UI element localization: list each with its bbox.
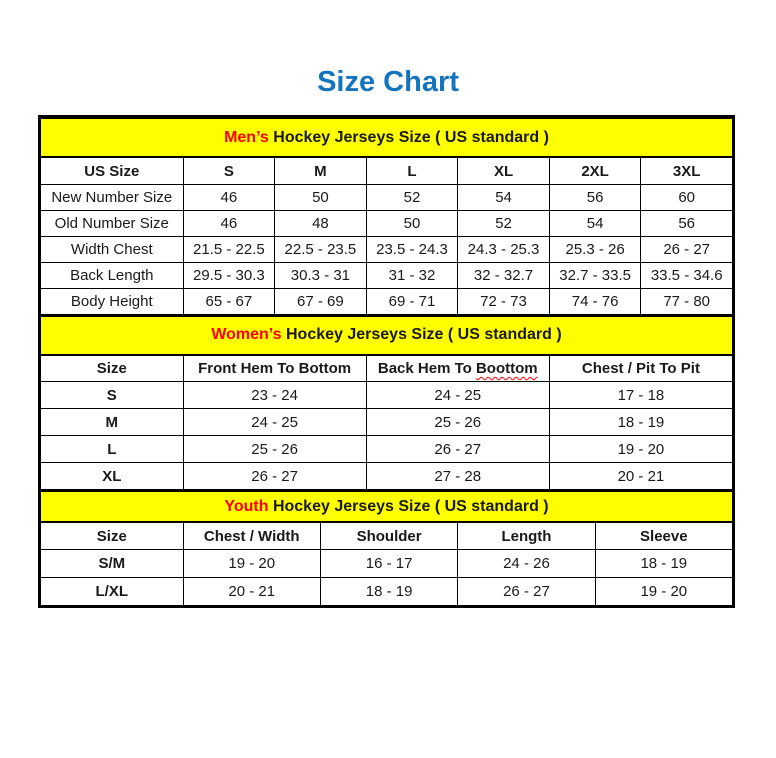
size-value-cell: 17 - 18 (549, 382, 732, 409)
womens-section-title-rest: Hockey Jerseys Size ( US standard ) (281, 326, 562, 344)
column-header: Sleeve (595, 522, 732, 549)
size-value-cell: 26 - 27 (641, 236, 733, 262)
table-row (41, 382, 733, 409)
row-label: Old Number Size (41, 210, 184, 236)
column-header (366, 355, 549, 382)
womens-size-table (40, 315, 733, 491)
table-row (41, 409, 733, 436)
table-row (41, 288, 733, 314)
size-value-cell: 26 - 27 (183, 463, 366, 490)
size-value-cell: 23.5 - 24.3 (366, 236, 458, 262)
column-header: Size (41, 522, 184, 549)
size-value-cell: 25.3 - 26 (549, 236, 641, 262)
size-value-cell: 21.5 - 22.5 (183, 236, 275, 262)
size-value-cell: 20 - 21 (183, 577, 320, 605)
table-row (41, 236, 733, 262)
mens-section-title-highlight: Men’s (224, 128, 269, 146)
size-value-cell: 25 - 26 (366, 409, 549, 436)
size-value-cell: 52 (458, 210, 550, 236)
row-label: Back Length (41, 262, 184, 288)
row-label: XL (41, 463, 184, 490)
size-value-cell: 23 - 24 (183, 382, 366, 409)
size-value-cell: 27 - 28 (366, 463, 549, 490)
youth-header-row (41, 522, 733, 549)
womens-section-title-highlight: Women’s (211, 326, 282, 344)
size-value-cell: 24.3 - 25.3 (458, 236, 550, 262)
size-value-cell: 50 (366, 210, 458, 236)
size-value-cell: 46 (183, 184, 275, 210)
youth-section-title (41, 491, 733, 522)
column-header: Chest / Width (183, 522, 320, 549)
youth-size-table (40, 490, 733, 606)
column-header: L (366, 157, 458, 184)
column-header: Front Hem To Bottom (183, 355, 366, 382)
size-value-cell: 33.5 - 34.6 (641, 262, 733, 288)
womens-section-banner (41, 316, 733, 355)
size-value-cell: 54 (458, 184, 550, 210)
size-value-cell: 50 (275, 184, 367, 210)
mens-section-title-rest: Hockey Jerseys Size ( US standard ) (268, 128, 549, 146)
size-value-cell: 67 - 69 (275, 288, 367, 314)
table-row (41, 463, 733, 490)
size-chart-container (38, 115, 735, 608)
column-header-text: Back Hem To (377, 360, 476, 378)
mens-section-title (41, 118, 733, 157)
size-value-cell: 25 - 26 (183, 436, 366, 463)
column-header: 3XL (641, 157, 733, 184)
mens-header-row (41, 157, 733, 184)
size-value-cell: 32.7 - 33.5 (549, 262, 641, 288)
row-label: M (41, 409, 184, 436)
table-row (41, 577, 733, 605)
size-value-cell: 19 - 20 (595, 577, 732, 605)
size-value-cell: 26 - 27 (458, 577, 595, 605)
size-value-cell: 18 - 19 (549, 409, 732, 436)
row-label: L (41, 436, 184, 463)
column-header: US Size (41, 157, 184, 184)
table-row (41, 262, 733, 288)
size-value-cell: 69 - 71 (366, 288, 458, 314)
column-header: S (183, 157, 275, 184)
size-value-cell: 20 - 21 (549, 463, 732, 490)
size-value-cell: 77 - 80 (641, 288, 733, 314)
column-header: Size (41, 355, 184, 382)
size-value-cell: 19 - 20 (183, 549, 320, 577)
column-header: Shoulder (320, 522, 457, 549)
size-value-cell: 72 - 73 (458, 288, 550, 314)
size-value-cell: 74 - 76 (549, 288, 641, 314)
size-value-cell: 29.5 - 30.3 (183, 262, 275, 288)
size-value-cell: 24 - 25 (366, 382, 549, 409)
size-value-cell: 56 (641, 210, 733, 236)
size-value-cell: 31 - 32 (366, 262, 458, 288)
misspelled-word: Boottom (475, 360, 538, 378)
youth-section-title-highlight: Youth (224, 497, 269, 515)
size-value-cell: 16 - 17 (320, 549, 457, 577)
size-value-cell: 18 - 19 (595, 549, 732, 577)
column-header: M (275, 157, 367, 184)
size-value-cell: 60 (641, 184, 733, 210)
row-label: Body Height (41, 288, 184, 314)
size-value-cell: 65 - 67 (183, 288, 275, 314)
womens-header-row (41, 355, 733, 382)
size-value-cell: 52 (366, 184, 458, 210)
size-value-cell: 24 - 25 (183, 409, 366, 436)
size-value-cell: 32 - 32.7 (458, 262, 550, 288)
size-value-cell: 26 - 27 (366, 436, 549, 463)
size-value-cell: 54 (549, 210, 641, 236)
row-label: S (41, 382, 184, 409)
column-header: Chest / Pit To Pit (549, 355, 732, 382)
youth-section-title-rest: Hockey Jerseys Size ( US standard ) (268, 497, 549, 515)
column-header: XL (458, 157, 550, 184)
size-value-cell: 18 - 19 (320, 577, 457, 605)
size-value-cell: 56 (549, 184, 641, 210)
mens-size-table (40, 117, 733, 315)
row-label: Width Chest (41, 236, 184, 262)
column-header: 2XL (549, 157, 641, 184)
row-label: New Number Size (41, 184, 184, 210)
row-label: S/M (41, 549, 184, 577)
womens-section-title (41, 316, 733, 355)
size-value-cell: 22.5 - 23.5 (275, 236, 367, 262)
row-label: L/XL (41, 577, 184, 605)
table-row (41, 210, 733, 236)
youth-section-banner (41, 491, 733, 522)
table-row (41, 549, 733, 577)
column-header: Length (458, 522, 595, 549)
size-value-cell: 30.3 - 31 (275, 262, 367, 288)
size-value-cell: 46 (183, 210, 275, 236)
size-value-cell: 19 - 20 (549, 436, 732, 463)
page-title: Size Chart (317, 66, 459, 98)
size-value-cell: 24 - 26 (458, 549, 595, 577)
mens-section-banner (41, 118, 733, 157)
table-row (41, 184, 733, 210)
table-row (41, 436, 733, 463)
size-value-cell: 48 (275, 210, 367, 236)
